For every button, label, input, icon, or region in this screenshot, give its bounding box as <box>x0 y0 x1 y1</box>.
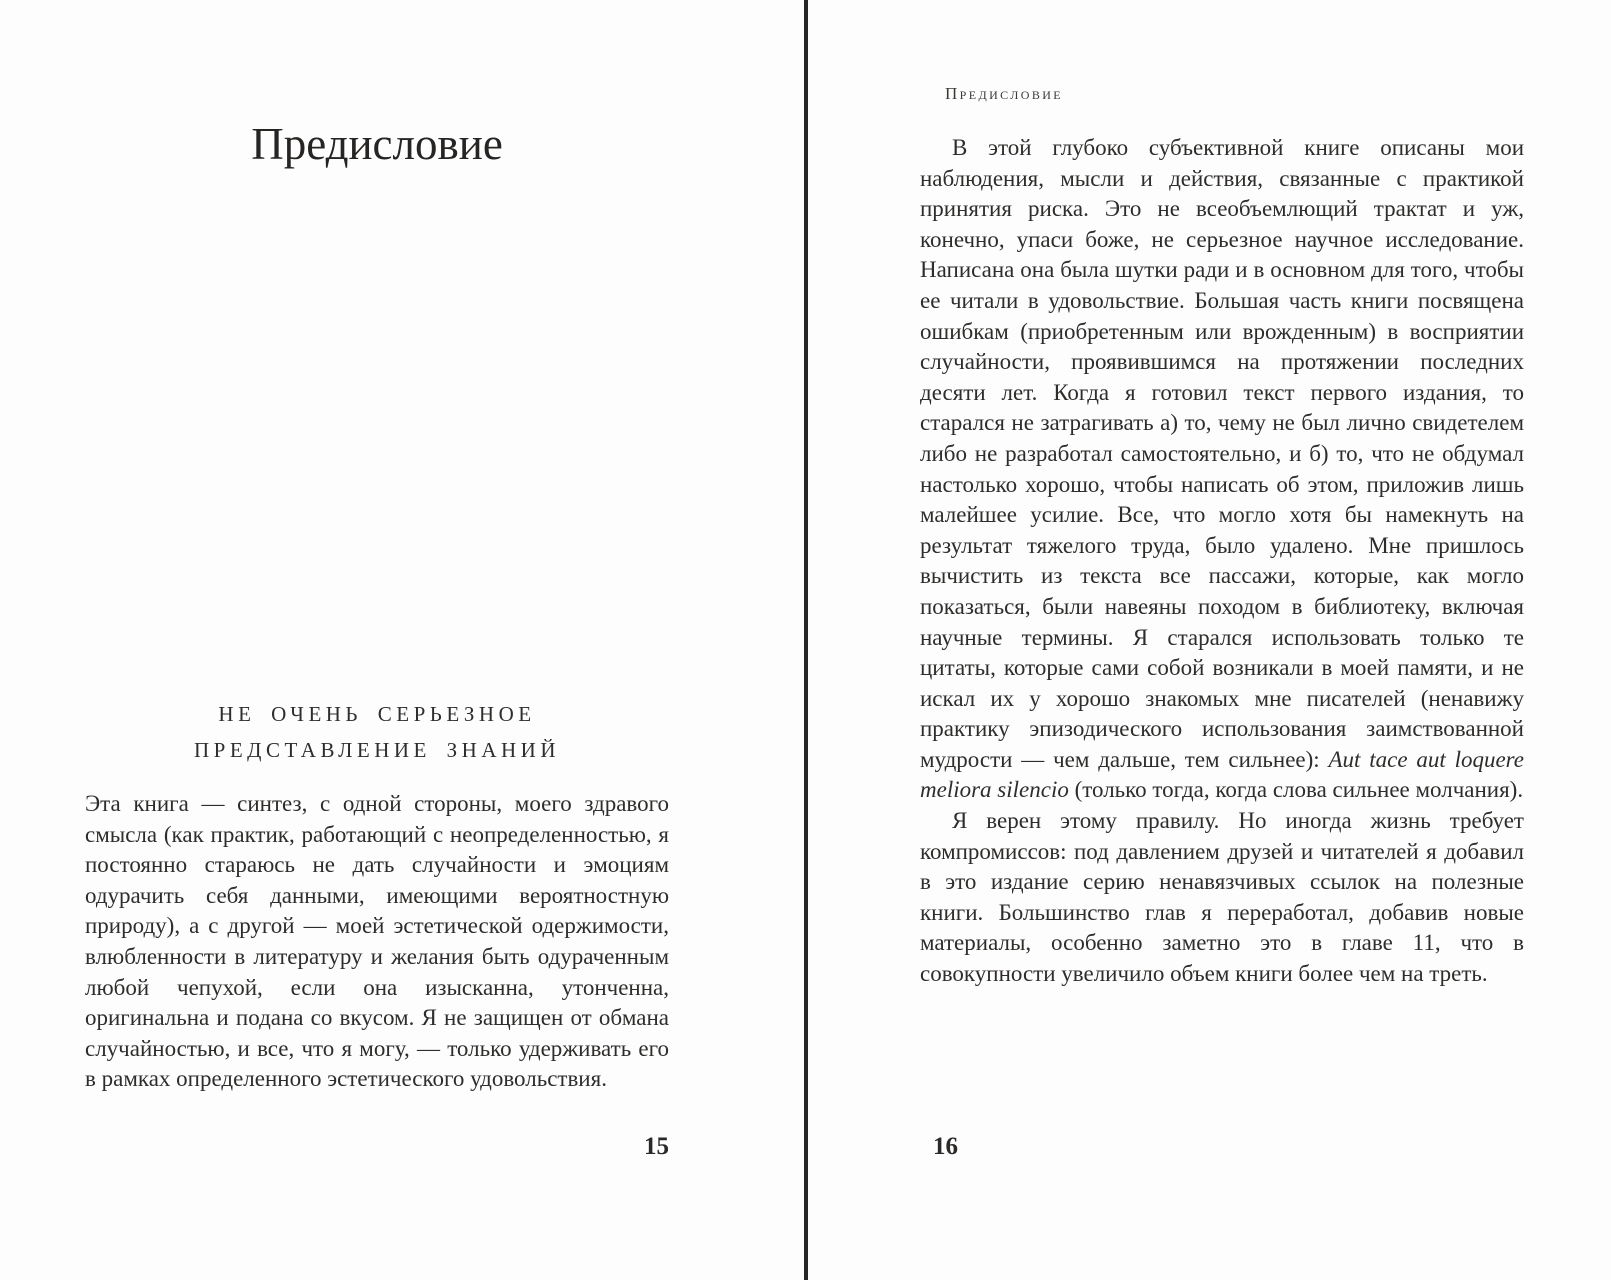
page-number-left: 15 <box>644 1133 669 1160</box>
page-gutter-divider <box>804 0 808 1280</box>
paragraph-1-text-after-latin: (только тогда, когда слова сильнее молчания). <box>1068 777 1524 803</box>
running-header: Предисловие <box>945 84 1064 103</box>
chapter-title: Предисловие <box>251 119 503 169</box>
right-page-body <box>920 133 1524 990</box>
section-heading-line2: ПРЕДСТАВЛЕНИЕ ЗНАНИЙ <box>194 738 560 762</box>
latin-phrase-italic: Aut tace aut loquere meliora silencio <box>920 746 1524 803</box>
right-page-paragraph-1 <box>920 133 1524 806</box>
page-number-right: 16 <box>933 1133 958 1160</box>
left-page-paragraph: Эта книга — синтез, с одной стороны, моего здравого смысла (как практик, работающий с неопределенностью, я постоянно стараюсь не дать случайности и эмоциям одурачить себя данными, имеющими вероятностную природу), а с другой — моей эстетической одержимости, влюбленности в литературу и желания быть одураченным любой чепухой, если она изысканна, утонченна, оригинальна и подана со вкусом. Я не защищен от обмана случайностью, и все, что я могу, — только удерживать его в рамках определенного эстетического удовольствия. <box>85 791 669 1092</box>
paragraph-1-text-before-latin: В этой глубоко субъективной книге описаны мои наблюдения, мысли и действия, связанные с практикой принятия риска. Это не всеобъемлющий трактат и уж, конечно, упаси боже, не серьезное научное исследование. Написана она была шутки ради и в основном для того, чтобы ее читали в удовольствие. Большая часть книги посвящена ошибкам (приобретенным или врожденным) в восприятии случайности, проявившимся на протяжении последних десяти лет. Когда я готовил текст первого издания, то старался не затрагивать а) то, чему не был лично свидетелем либо не разработал самостоятельно, и б) то, что не обдумал настолько хорошо, чтобы написать об этом, приложив лишь малейшее усилие. Все, что могло хотя бы намекнуть на результат тяжелого труда, было удалено. Мне пришлось вычистить из текста все пассажи, которые, как могло показаться, были навеяны походом в библиотеку, включая научные термины. Я старался использовать только те цитаты, которые сами собой возникали в моей памяти, и не искал их у хорошо знакомых мне писателей (ненавижу практику эпизодического использования заимствованной мудрости — чем дальше, тем сильнее): <box>920 135 1524 772</box>
right-page-paragraph-2: Я верен этому правилу. Но иногда жизнь требует компромиссов: под давлением друзей и читателей я добавил в это издание серию ненавязчивых ссылок на полезные книги. Большинство глав я переработал, добавив новые материалы, особенно заметно это в главе 11, что в совокупности увеличило объем книги более чем на треть. <box>920 808 1524 987</box>
section-heading-line1: НЕ ОЧЕНЬ СЕРЬЕЗНОЕ <box>218 702 536 726</box>
section-heading <box>85 696 669 768</box>
